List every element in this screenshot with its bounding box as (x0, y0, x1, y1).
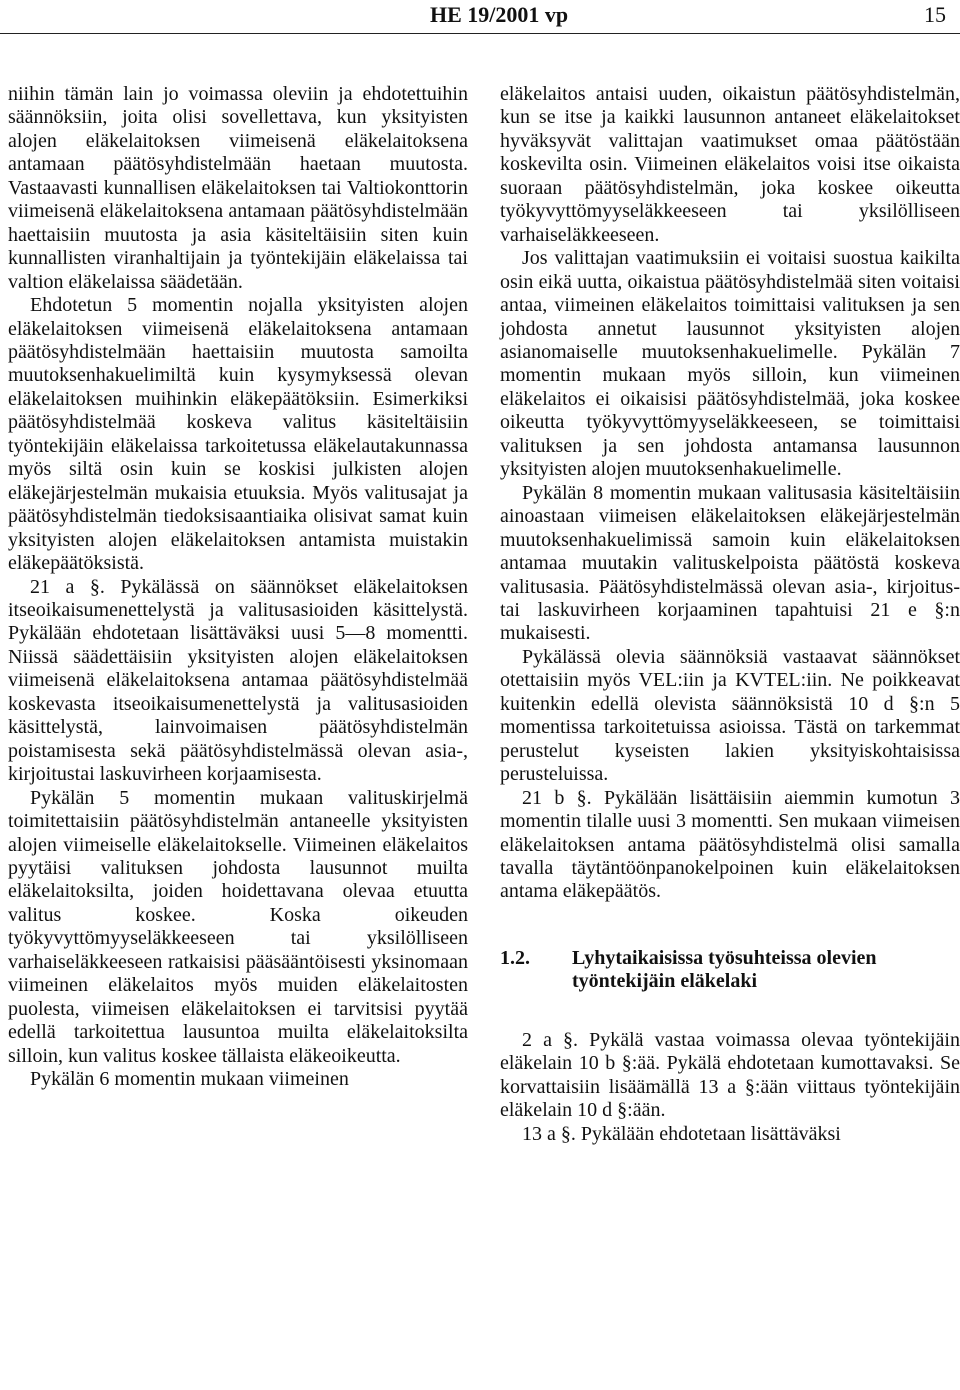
paragraph: Pykälässä olevia säännöksiä vastaavat säännökset otettaisiin myös VEL:iin ja KVTEL:iin. Ne poikkeavat kuitenkin edellä olevista säännöksistä 10 d §:n 5 momentissa tarkoitetuissa asioissa. Tästä on tarkemmat perustelut kyseisten lakien yksityiskohtaisissa perusteluissa. (500, 645, 960, 786)
paragraph: 21 b §. Pykälään lisättäisiin aiemmin kumotun 3 momentin tilalle uusi 3 momentti. Sen mukaan viimeisen eläkelaitoksen antama päätösyhdistelmä olisi samalla tavalla täytäntöönpanokelpoinen kuin eläkelaitoksen antama eläkepäätös. (500, 786, 960, 903)
paragraph: Ehdotetun 5 momentin nojalla yksityisten alojen eläkelaitoksen viimeisenä eläkelaitoksena antamaan päätösyhdistelmään haettaisiin muutosta samoilta muutoksenhakuelimiltä kuin kysymyksessä olevan eläkelaitoksen muihinkin eläkepäätöksiin. Esimerkiksi päätösyhdistelmää koskeva valitus käsiteltäisiin työntekijäin eläkelaissa tarkoitetussa eläkelautakunnassa myös siltä osin kuin se koskisi julkisten alojen eläkejärjestelmän mukaisia etuuksia. Myös valitusajat ja päätösyhdistelmän tiedoksisaantiaika olisivat samat kuin yksityisten alojen eläkelaitoksen antamista muistakin eläkepäätöksistä. (8, 294, 468, 575)
page-number: 15 (924, 2, 946, 27)
right-column (500, 83, 960, 1146)
header-rule (0, 33, 960, 34)
page-header (0, 0, 960, 40)
paragraph: 21 a §. Pykälässä on säännökset eläkelaitoksen itseoikaisumenettelystä ja valitusasioiden käsittelystä. Pykälään ehdotetaan lisättäväksi uusi 5—8 momentti. Niissä säädettäisiin yksityisten alojen eläkelaitoksen viimeisenä eläkelaitoksena antamaa päätösyhdistelmää koskevasta itseoikaisumenettelystä ja valitusasioiden käsittelystä, lainvoimaisen päätösyhdistelmän poistamisesta sekä päätösyhdistelmässä olevan asia-, kirjoitustai laskuvirheen korjaamisesta. (8, 575, 468, 786)
paragraph: Pykälän 8 momentin mukaan valitusasia käsiteltäisiin ainoastaan viimeisen eläkelaitoksen eläkejärjestelmän muutoksenhakuelimissä samoin kuin eläkelaitoksen antamaa muutakin valituskelpoista päätöstä koskeva valitusasia. Päätösyhdistelmässä olevan asia-, kirjoitus- tai laskuvirheen korjaaminen tapahtuisi 21 e §:n mukaisesti. (500, 481, 960, 645)
paragraph: 2 a §. Pykälä vastaa voimassa olevaa työntekijäin eläkelain 10 b §:ää. Pykälä ehdotetaan kumottavaksi. Se korvattaisiin lisäämällä 13 a §:ään viittaus työntekijäin eläkelain 10 d §:ään. (500, 1028, 960, 1122)
paragraph: eläkelaitos antaisi uuden, oikaistun päätösyhdistelmän, kun se itse ja kaikki lausunnon antaneet eläkelaitokset hyväksyvät valittajan vaatimukset omaa päätöstään koskevilta osin. Viimeinen eläkelaitos voisi itse oikaista suoraan päätösyhdistelmän, joka koskee oikeutta työkyvyttömyyseläkkeeseen tai yksilölliseen varhaiseläkkeeseen. (500, 83, 960, 246)
paragraph: 13 a §. Pykälään ehdotetaan lisättäväksi (522, 1122, 841, 1145)
section-title: Lyhytaikaisissa työsuhteissa olevien työntekijäin eläkelaki (572, 946, 877, 993)
section-heading (500, 947, 960, 994)
paragraph: niihin tämän lain jo voimassa oleviin ja ehdotettuihin säännöksiin, joita olisi sovellettava, kun yksityisten alojen eläkelaitoksen viimeisenä eläkelaitoksena antamaan päätösyhdistelmään haetaan muutosta. Vastaavasti kunnallisen eläkelaitoksen tai Valtiokonttorin viimeisenä eläkelaitoksena antamaan päätösyhdistelmään haettaisiin muutosta ja asia käsiteltäisiin siten kuin kunnallisten viranhaltijain ja työntekijäin eläkelaissa tai valtion eläkelaissa säädetään. (8, 83, 468, 293)
left-column (8, 83, 468, 1091)
section-number: 1.2. (500, 946, 530, 969)
paragraph: Pykälän 6 momentin mukaan viimeinen (30, 1068, 349, 1091)
document-id: HE 19/2001 vp (430, 2, 569, 27)
paragraph: Pykälän 5 momentin mukaan valituskirjelmä toimitettaisiin päätösyhdistelmän antaneelle yksityisten alojen viimeiselle eläkelaitokselle. Viimeinen eläkelaitos pyytäisi valituksen johdosta lausunnot muilta eläkelaitoksilta, joiden hoidettavana olevaa etuutta valitus koskee. Koska oikeuden työkyvyttömyyseläkkeeseen tai yksilölliseen varhaiseläkkeeseen ratkaisisi pääsääntöisesti yksinomaan viimeinen eläkelaitos myös muiden eläkelaitosten puolesta, viimeisen eläkelaitoksen ei tarvitsisi pyytää edellä tarkoitettua lausuntoa muilta eläkelaitoksilta silloin, kun valitus koskee tällaista eläkeoikeutta. (8, 786, 468, 1067)
paragraph: Jos valittajan vaatimuksiin ei voitaisi suostua kaikilta osin eikä uutta, oikaistua päätösyhdistelmää siten voitaisi antaa, viimeinen eläkelaitos toimittaisi valituksen ja sen johdosta annetut lausunnot yksityisten alojen asianomaiselle muutoksenhakuelimelle. Pykälän 7 momentin mukaan myös silloin, kun viimeinen eläkelaitos ei oikaisisi päätösyhdistelmää, joka koskee oikeutta työkyvyttömyyseläkkeeseen, se toimittaisi valituksen ja sen johdosta antamansa lausunnon yksityisten alojen muutoksenhakuelimelle. (500, 247, 960, 481)
